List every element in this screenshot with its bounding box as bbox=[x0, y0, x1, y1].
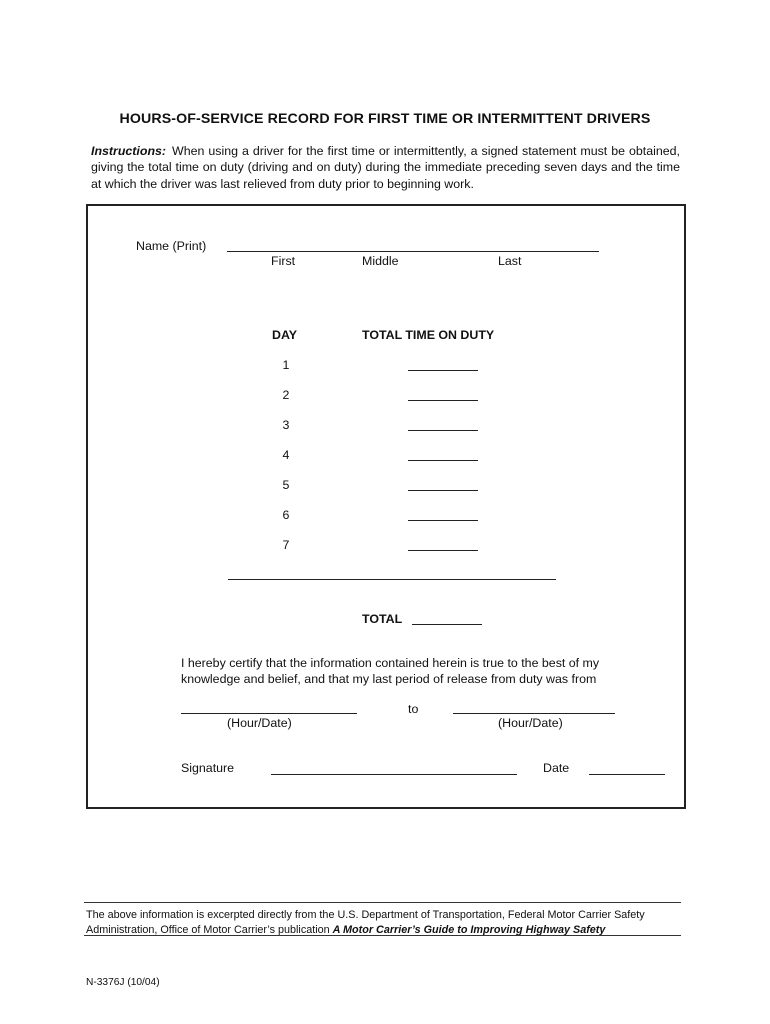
publication-title: A Motor Carrier’s Guide to Improving Highway Safety bbox=[332, 924, 606, 936]
day-number: 2 bbox=[282, 388, 290, 402]
footer-note bbox=[86, 908, 686, 938]
name-label: Name (Print) bbox=[136, 239, 207, 253]
day-number: 7 bbox=[282, 538, 290, 552]
middle-name-caption: Middle bbox=[362, 254, 399, 268]
day-number: 4 bbox=[282, 448, 290, 462]
day-2-time-field[interactable] bbox=[408, 400, 478, 401]
certification-line-2: knowledge and belief, and that my last period of release from duty was from bbox=[181, 672, 597, 686]
last-name-caption: Last bbox=[498, 254, 522, 268]
day-7-time-field[interactable] bbox=[408, 550, 478, 551]
instructions-label: Instructions: bbox=[91, 144, 167, 158]
release-to-field[interactable] bbox=[453, 713, 615, 714]
signature-field[interactable] bbox=[271, 774, 517, 775]
day-3-time-field[interactable] bbox=[408, 430, 478, 431]
name-field[interactable] bbox=[227, 251, 599, 252]
to-hour-date-caption: (Hour/Date) bbox=[498, 716, 563, 730]
day-4-time-field[interactable] bbox=[408, 460, 478, 461]
instructions-text: When using a driver for the first time or intermittently, a signed statement must be obtained, giving the total time on duty (driving and on duty) during the immediate preceding seven days and the time at which the driver was last relieved from duty prior to beginning work. bbox=[91, 144, 680, 191]
total-field[interactable] bbox=[412, 624, 482, 625]
day-number: 1 bbox=[282, 358, 290, 372]
first-name-caption: First bbox=[271, 254, 296, 268]
day-number: 5 bbox=[282, 478, 290, 492]
signature-label: Signature bbox=[181, 761, 235, 775]
date-label: Date bbox=[543, 761, 570, 775]
release-from-field[interactable] bbox=[181, 713, 357, 714]
day-header: DAY bbox=[272, 328, 298, 342]
certification-line-1: I hereby certify that the information contained herein is true to the best of my bbox=[181, 656, 600, 670]
day-5-time-field[interactable] bbox=[408, 490, 478, 491]
total-time-header: TOTAL TIME ON DUTY bbox=[362, 328, 495, 342]
day-number: 3 bbox=[282, 418, 290, 432]
total-label: TOTAL bbox=[362, 612, 403, 626]
page-title: HOURS-OF-SERVICE RECORD FOR FIRST TIME OR INTERMITTENT DRIVERS bbox=[119, 111, 651, 127]
date-field[interactable] bbox=[589, 774, 665, 775]
section-divider bbox=[228, 579, 556, 580]
footer-line-2-prefix: Administration, Office of Motor Carrier’s publication bbox=[86, 924, 333, 936]
day-number: 6 bbox=[282, 508, 290, 522]
day-1-time-field[interactable] bbox=[408, 370, 478, 371]
footer-bottom-rule bbox=[84, 935, 681, 936]
day-6-time-field[interactable] bbox=[408, 520, 478, 521]
from-hour-date-caption: (Hour/Date) bbox=[227, 716, 292, 730]
footer-line-1: The above information is excerpted directly from the U.S. Department of Transportation, Federal Motor Carrier Safety bbox=[86, 909, 645, 921]
footer-top-rule bbox=[84, 902, 681, 903]
to-label: to bbox=[408, 702, 419, 716]
form-frame bbox=[86, 204, 686, 809]
form-number: N-3376J (10/04) bbox=[86, 977, 160, 988]
instructions bbox=[91, 143, 680, 192]
